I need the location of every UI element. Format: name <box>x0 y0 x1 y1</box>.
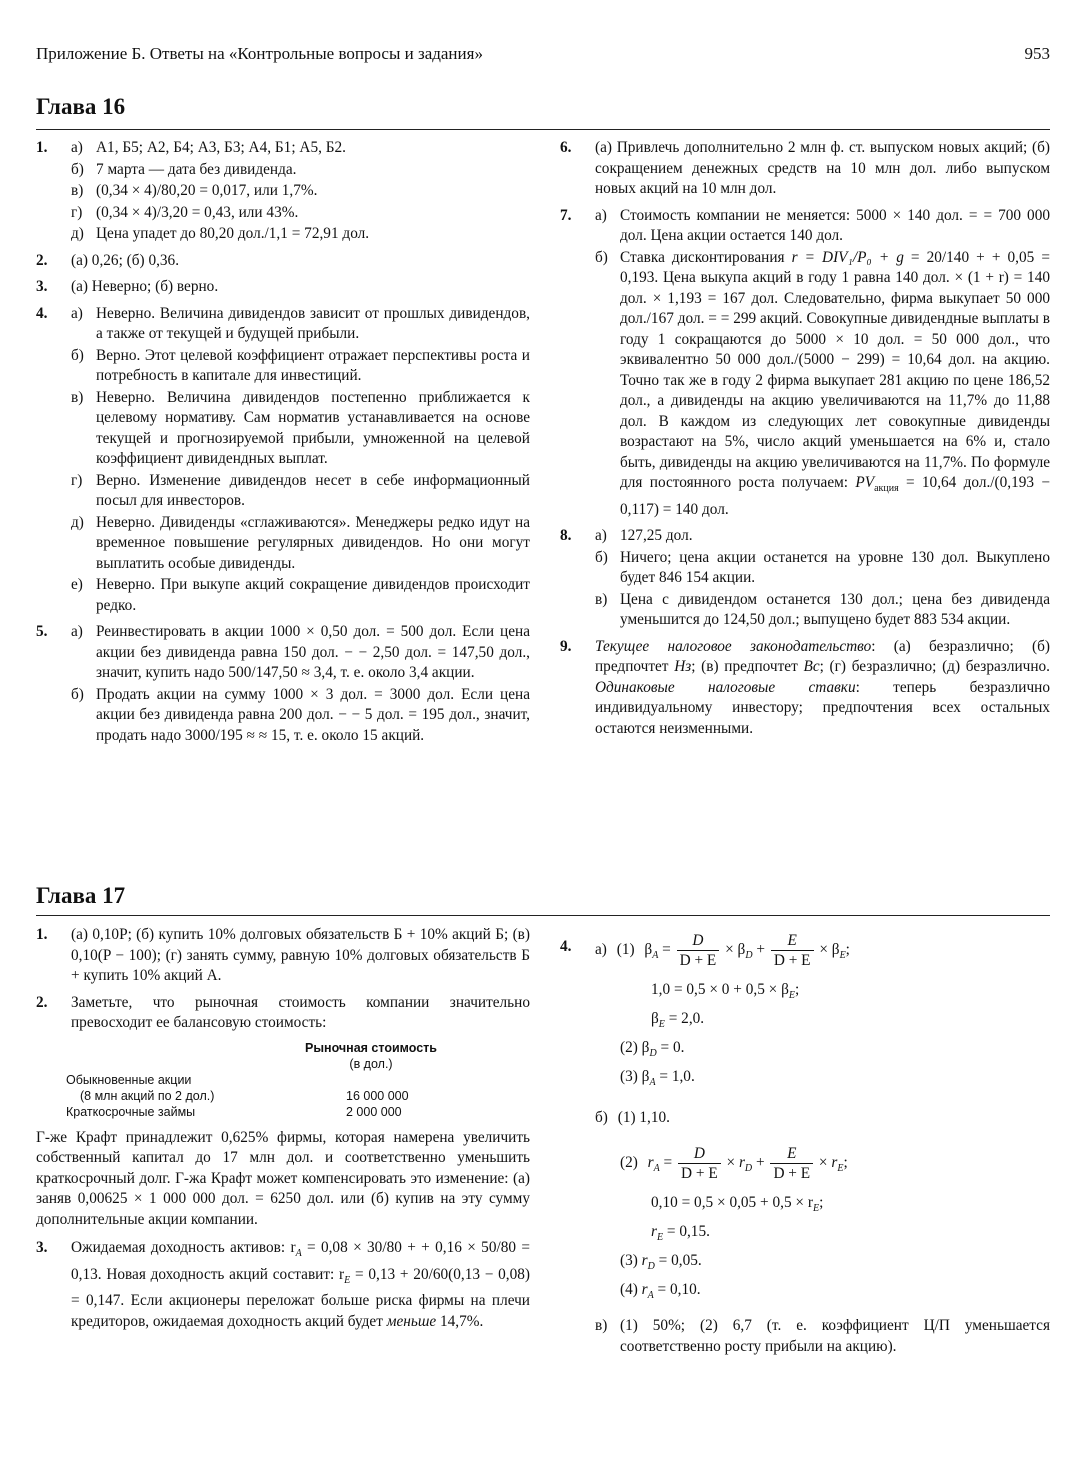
formula-line: $1,0 = 0,5 \times 0 + 0,5 \times \beta_E$; <box>651 981 800 1002</box>
formula-line: $0,10 = 0,5 \times 0,05 + 0,5 \times r_E$; <box>651 1194 824 1215</box>
table-row-label: Обыкновенные акции <box>66 1072 192 1087</box>
italic-term: Нз <box>674 658 692 676</box>
answer-text: Ничего; цена акции останется на уровне 130 дол. Выкуплено будет 846 154 акции. <box>620 548 1050 587</box>
formula-text: 1,0 = 0,5 × 0 + 0,5 × β <box>651 981 789 998</box>
ch16-answer-5 <box>36 622 530 746</box>
fraction-denominator: D + E <box>681 1164 718 1182</box>
ch17-answer-4 <box>560 925 1050 1357</box>
answer-text: A1, Б5; A2, Б4; A3, Б3; A4, Б1; A5, Б2. <box>96 139 347 156</box>
answer-number: 4. <box>560 938 572 955</box>
fraction-denominator: D + E <box>773 1164 811 1182</box>
sub-label: в) <box>71 182 84 199</box>
answer-text: Неверно. Дивиденды «сглаживаются». Менеджеры редко идут на временное повышение регулярных дивидендов. Но они могут выплатить особые дивиденды. <box>96 513 530 572</box>
answer-text: = 0,13 + 20/60(0,13 − 0,08) = 0,147. Если акционеры переложат больше риска фирмы на плечи кредиторов, ожидаемая доходность акций будет <box>71 1265 530 1330</box>
ch17-answer-4c <box>595 1316 1050 1357</box>
answer-number: 2. <box>36 993 48 1011</box>
fraction-d <box>677 931 720 970</box>
formula-line: $r_E = 0,15$. <box>651 1223 710 1244</box>
table-row-label: Краткосрочные займы <box>66 1104 196 1119</box>
ch17-left-column <box>36 925 530 1338</box>
formula-line: (4) $r_A = 0,10$. <box>620 1281 701 1302</box>
answer-text: (а) 0,10P; (б) купить 10% долговых обязательств Б + 10% акций Б; (в) 0,10(P − 100); (г) занять сумму, равную 10% долговых обязательств Б + купить 10% акций А. <box>71 926 530 984</box>
formula-pv: PV <box>855 474 875 491</box>
sub-label: б) <box>71 160 84 178</box>
formula-line <box>595 1103 1050 1132</box>
formula-line: (3) $r_D = 0,05$. <box>620 1252 702 1273</box>
chapter-16-title: Глава 16 <box>36 94 126 119</box>
chapter-17-title: Глава 17 <box>36 883 126 908</box>
answer-text: 14,7%. <box>436 1312 484 1330</box>
answer-text: Стоимость компании не меняется: 5000 × 140 дол. = = 700 000 дол. Цена акции остается 140 дол. <box>620 206 1050 244</box>
answer-number: 9. <box>560 637 572 655</box>
answer-text: (а) Неверно; (б) верно. <box>71 278 219 295</box>
running-header <box>36 44 1050 64</box>
chapter-17-rule <box>36 915 1050 916</box>
fraction-e <box>770 1144 813 1183</box>
answer-text: (а) Привлечь дополнительно 2 млн ф. ст. выпуском новых акций; (б) сокращением денежных средств на 10 млн дол. либо выпуском новых акций на 10 млн дол. <box>595 139 1050 197</box>
ch16-answer-4 <box>36 304 530 617</box>
ch16-answer-2 <box>36 251 530 272</box>
formula-line: (2) $\beta_D = 0$. <box>620 1039 685 1060</box>
answer-text: ; (в) предпочтет <box>691 658 804 676</box>
answer-text: Верно. Изменение дивидендов несет в себе информационный посыл для инвесторов. <box>96 471 530 509</box>
page-number: 953 <box>1024 44 1050 63</box>
fraction-d <box>678 1144 721 1183</box>
ch16-answer-3 <box>36 277 530 298</box>
answer-number: 3. <box>36 1239 48 1256</box>
fraction-denominator: D + E <box>679 951 717 969</box>
table-row <box>66 1104 456 1120</box>
sub-label: б) <box>71 685 84 703</box>
beta-symbol: β <box>644 941 653 958</box>
sub-label: а) <box>71 139 83 156</box>
formula-label: (2) <box>620 1154 638 1171</box>
sub-label: б) <box>71 346 84 364</box>
sub-label: а) <box>595 941 607 958</box>
answer-text: (1) 50%; (2) 6,7 (т. е. коэффициент Ц/П уменьшается соответственно росту прибыли на акцию). <box>620 1317 1050 1355</box>
sub-label: б) <box>595 548 608 566</box>
fraction-e <box>771 931 814 970</box>
answer-number: 1. <box>36 926 48 943</box>
answer-text: (0,34 × 4)/80,20 = 0,017, или 1,7%. <box>96 182 318 199</box>
answer-text: 127,25 дол. <box>620 527 693 545</box>
answer-number: 4. <box>36 304 48 322</box>
sub-label: а) <box>71 304 83 322</box>
table-row-value: 2 000 000 <box>346 1104 402 1119</box>
sub-label: в) <box>595 1317 608 1334</box>
table-row <box>66 1072 456 1088</box>
ch17-answer-1 <box>36 925 530 987</box>
sub-label: г) <box>71 471 83 489</box>
fraction-numerator: D <box>678 1144 721 1164</box>
formula-text: = 1,0. <box>655 1068 695 1085</box>
italic-term: Вс <box>803 658 820 676</box>
chapter-16-rule <box>36 129 1050 130</box>
sub-label: е) <box>71 576 83 593</box>
formula-label: (1) <box>616 941 635 958</box>
answer-text: = 20/140 + + 0,05 = 0,193. Цена выкупа акций в году 1 равна 140 дол. × (1 + r) = 140 дол. × 1,193 = 167 дол. Следовательно, фирма выкупает 50 000 дол./167 дол. = = 299 акций. Совокупные дивидендные выплаты в году 1 сокращаются до 5000 × 10 дол. = 50 000 дол., что эквивалентно 50 000 дол./(5000 − 299) = 10,64 дол. на акцию. Точно так же в году 2 фирма выкупает 281 акцию по цене 186,52 дол., а дивиденды на акцию увеличиваются на 11,7% до 11,88 дол. В каждом из следующих лет совокупные дивиденды возрастают на 5%, число акций уменьшается на 6% и, стало быть, дивиденды на акцию увеличиваются на 11,7%. По формуле для постоянного роста получаем: <box>620 248 1050 491</box>
answer-text: Заметьте, что рыночная стоимость компании значительно превосходит ее балансовую стоимость: <box>71 993 530 1031</box>
formula-label: (3) <box>620 1068 638 1085</box>
formula-line: (3) $\beta_A = 1,0$. <box>620 1068 695 1089</box>
answer-number: 8. <box>560 527 572 545</box>
formula-text: = 0,10. <box>653 1281 701 1298</box>
answer-text: Продать акции на сумму 1000 × 3 дол. = 3000 дол. Если цена акции без дивиденда равна 200 дол. − − 5 дол. = 195 дол., значит, продать надо 3000/195 ≈ ≈ 15, т. е. около 15 акций. <box>96 685 530 744</box>
sub-label: б) <box>595 1109 608 1126</box>
answer-number: 7. <box>560 206 572 224</box>
answer-text: : (а) безразлично; (б) предпочтет <box>595 637 1050 676</box>
answer-text: = 10,64 дол./(0,193 − 0,117) = 140 дол. <box>620 474 1050 518</box>
sub-label: д) <box>71 225 84 242</box>
table-row <box>66 1088 456 1104</box>
answer-text: : теперь безразлично индивидуальному инвестору; предпочтения всех остальных остаются неизменными. <box>595 678 1050 737</box>
fraction-numerator: D <box>677 931 720 951</box>
formula: r = DIV₁/P₀ + g <box>791 248 904 266</box>
formula-line: $\beta_E = 2,0$. <box>651 1010 705 1031</box>
formula-text: β <box>651 1010 659 1027</box>
answer-number: 2. <box>36 251 48 269</box>
formula-label: (2) <box>620 1039 638 1056</box>
formula-text: = 2,0. <box>664 1010 705 1027</box>
ch16-answer-9 <box>560 637 1050 740</box>
answer-text: Ставка дисконтирования <box>620 248 792 266</box>
table-header <box>286 1040 456 1056</box>
formula-text: = 0. <box>656 1039 685 1056</box>
ch16-answer-8 <box>560 526 1050 631</box>
table-row-value: 16 000 000 <box>346 1088 409 1103</box>
fraction-denominator: D + E <box>773 951 811 969</box>
table-column-header: Рыночная стоимость <box>305 1040 437 1055</box>
fraction-numerator: E <box>770 1144 813 1164</box>
beta-a-formula: а) (1) $\beta_A$ = $\frac{D}{D + E}$ × $\beta_D$ + $\frac{E}{D + E}$ × $\beta_E$; <box>595 931 850 969</box>
answer-text: Неверно. Величина дивидендов зависит от прошлых дивидендов, а также от текущей и будущей прибыли. <box>96 304 530 342</box>
answer-text: 7 марта — дата без дивиденда. <box>96 160 297 178</box>
sub-label: в) <box>71 388 84 406</box>
answer-text: (а) 0,26; (б) 0,36. <box>71 251 180 269</box>
answer-text: (0,34 × 4)/3,20 = 0,43, или 43%. <box>96 203 299 221</box>
table-row-label: (8 млн акций по 2 дол.) <box>80 1088 215 1103</box>
italic-term: меньше <box>386 1312 437 1330</box>
ch17-answer-2 <box>36 993 530 1034</box>
answer-number: 3. <box>36 278 48 295</box>
answer-number: 1. <box>36 139 48 156</box>
answer-text: Неверно. При выкупе акций сокращение дивидендов происходит редко. <box>96 576 530 614</box>
r-a-formula: (2) $r_A$ = $\frac{D}{D + E}$ × $r_D$ + $\frac{E}{D + E}$ × $r_E$; <box>620 1144 848 1182</box>
answer-text: Цена с дивидендом останется 130 дол.; цена без дивиденда уменьшится до 124,50 дол.; выпущено будет 883 534 акции. <box>620 590 1050 629</box>
formula-label: (4) <box>620 1281 638 1298</box>
formula-text: = 0,15. <box>663 1223 710 1240</box>
formula-subscript: акция <box>874 483 899 495</box>
formula-text: (1) 1,10. <box>617 1109 670 1126</box>
ch16-answer-6 <box>560 138 1050 200</box>
sub-label: г) <box>71 203 83 221</box>
answer-number: 5. <box>36 623 48 640</box>
answer-text: Ожидаемая доходность активов: r <box>71 1239 296 1256</box>
running-title: Приложение Б. Ответы на «Контрольные вопросы и задания» <box>36 44 483 63</box>
ch17-answer-2-continued: Г-же Крафт принадлежит 0,625% фирмы, которая намерена увеличить собственный капитал до 17 млн дол. и соответственно уменьшить краткосрочный долг. Г-жа Крафт может компенсировать это изменение: (а) заняв 0,00625 × 1 000 000 дол. = 6250 дол. или (б) купив на эту сумму дополнительные акции компании. <box>36 1128 530 1228</box>
answer-text: Реинвестировать в акции 1000 × 0,50 дол. = 500 дол. Если цена акции без дивиденда равна 150 дол. − − 2,50 дол. = 147,50 дол., значит, купить надо 500/147,50 ≈ 3,4, т. е. около 3,4 акции. <box>96 623 530 681</box>
formula-text: 0,10 = 0,5 × 0,05 + 0,5 × r <box>651 1194 813 1211</box>
sub-label: в) <box>595 590 608 608</box>
answer-text: ; (г) безразлично; (д) безразлично. <box>819 658 1050 676</box>
ch17-answer-3: 3. Ожидаемая доходность активов: $r_A = 0,08 \times 30/80$ + + 0,16 × 50/80 = 0,13. Новая доходность акций составит: $r_E = 0,13 + 20/60(0,13 - 0,08) = 0,147$. Если акционеры переложат больше риска фирмы на плечи кредиторов, ожидаемая доходность акций будет меньше 14,7%. <box>36 1239 530 1330</box>
sub-label: д) <box>71 513 84 531</box>
ch17-right-column <box>560 925 1050 1363</box>
sub-label: б) <box>595 248 608 266</box>
answer-number: 6. <box>560 139 572 156</box>
table-column-unit: (в дол.) <box>349 1056 393 1071</box>
table-unit-row <box>286 1056 456 1072</box>
formula-text: = 0,05. <box>654 1252 702 1269</box>
market-value-table <box>66 1040 456 1120</box>
answer-text: Неверно. Величина дивидендов постепенно приближается к целевому нормативу. Сам норматив устанавливается на основе текущей и прогнозируемой прибыли, умноженной на целевой коэффициент дивидендных выплат. <box>96 388 530 467</box>
answer-text: Цена упадет до 80,20 дол./1,1 = 72,91 дол. <box>96 225 370 242</box>
sub-label: а) <box>595 527 607 545</box>
ch16-answer-1 <box>36 138 530 245</box>
ch16-left-column <box>36 138 530 752</box>
fraction-numerator: E <box>771 931 814 951</box>
sub-label: а) <box>71 623 83 640</box>
formula-label: (3) <box>620 1252 638 1269</box>
ch16-right-column <box>560 138 1050 745</box>
italic-term: Текущее налоговое законодательство <box>595 637 872 655</box>
answer-text: Верно. Этот целевой коэффициент отражает перспективы роста и потребность в капитале для инвестиций. <box>96 346 530 384</box>
sub-label: а) <box>595 206 607 224</box>
ch16-answer-7 <box>560 206 1050 521</box>
answer-text: = 0,08 × 30/80 + + 0,16 × 50/80 = 0,13. Новая доходность акций составит: r <box>71 1239 530 1283</box>
italic-term: Одинаковые налоговые ставки <box>595 678 856 696</box>
